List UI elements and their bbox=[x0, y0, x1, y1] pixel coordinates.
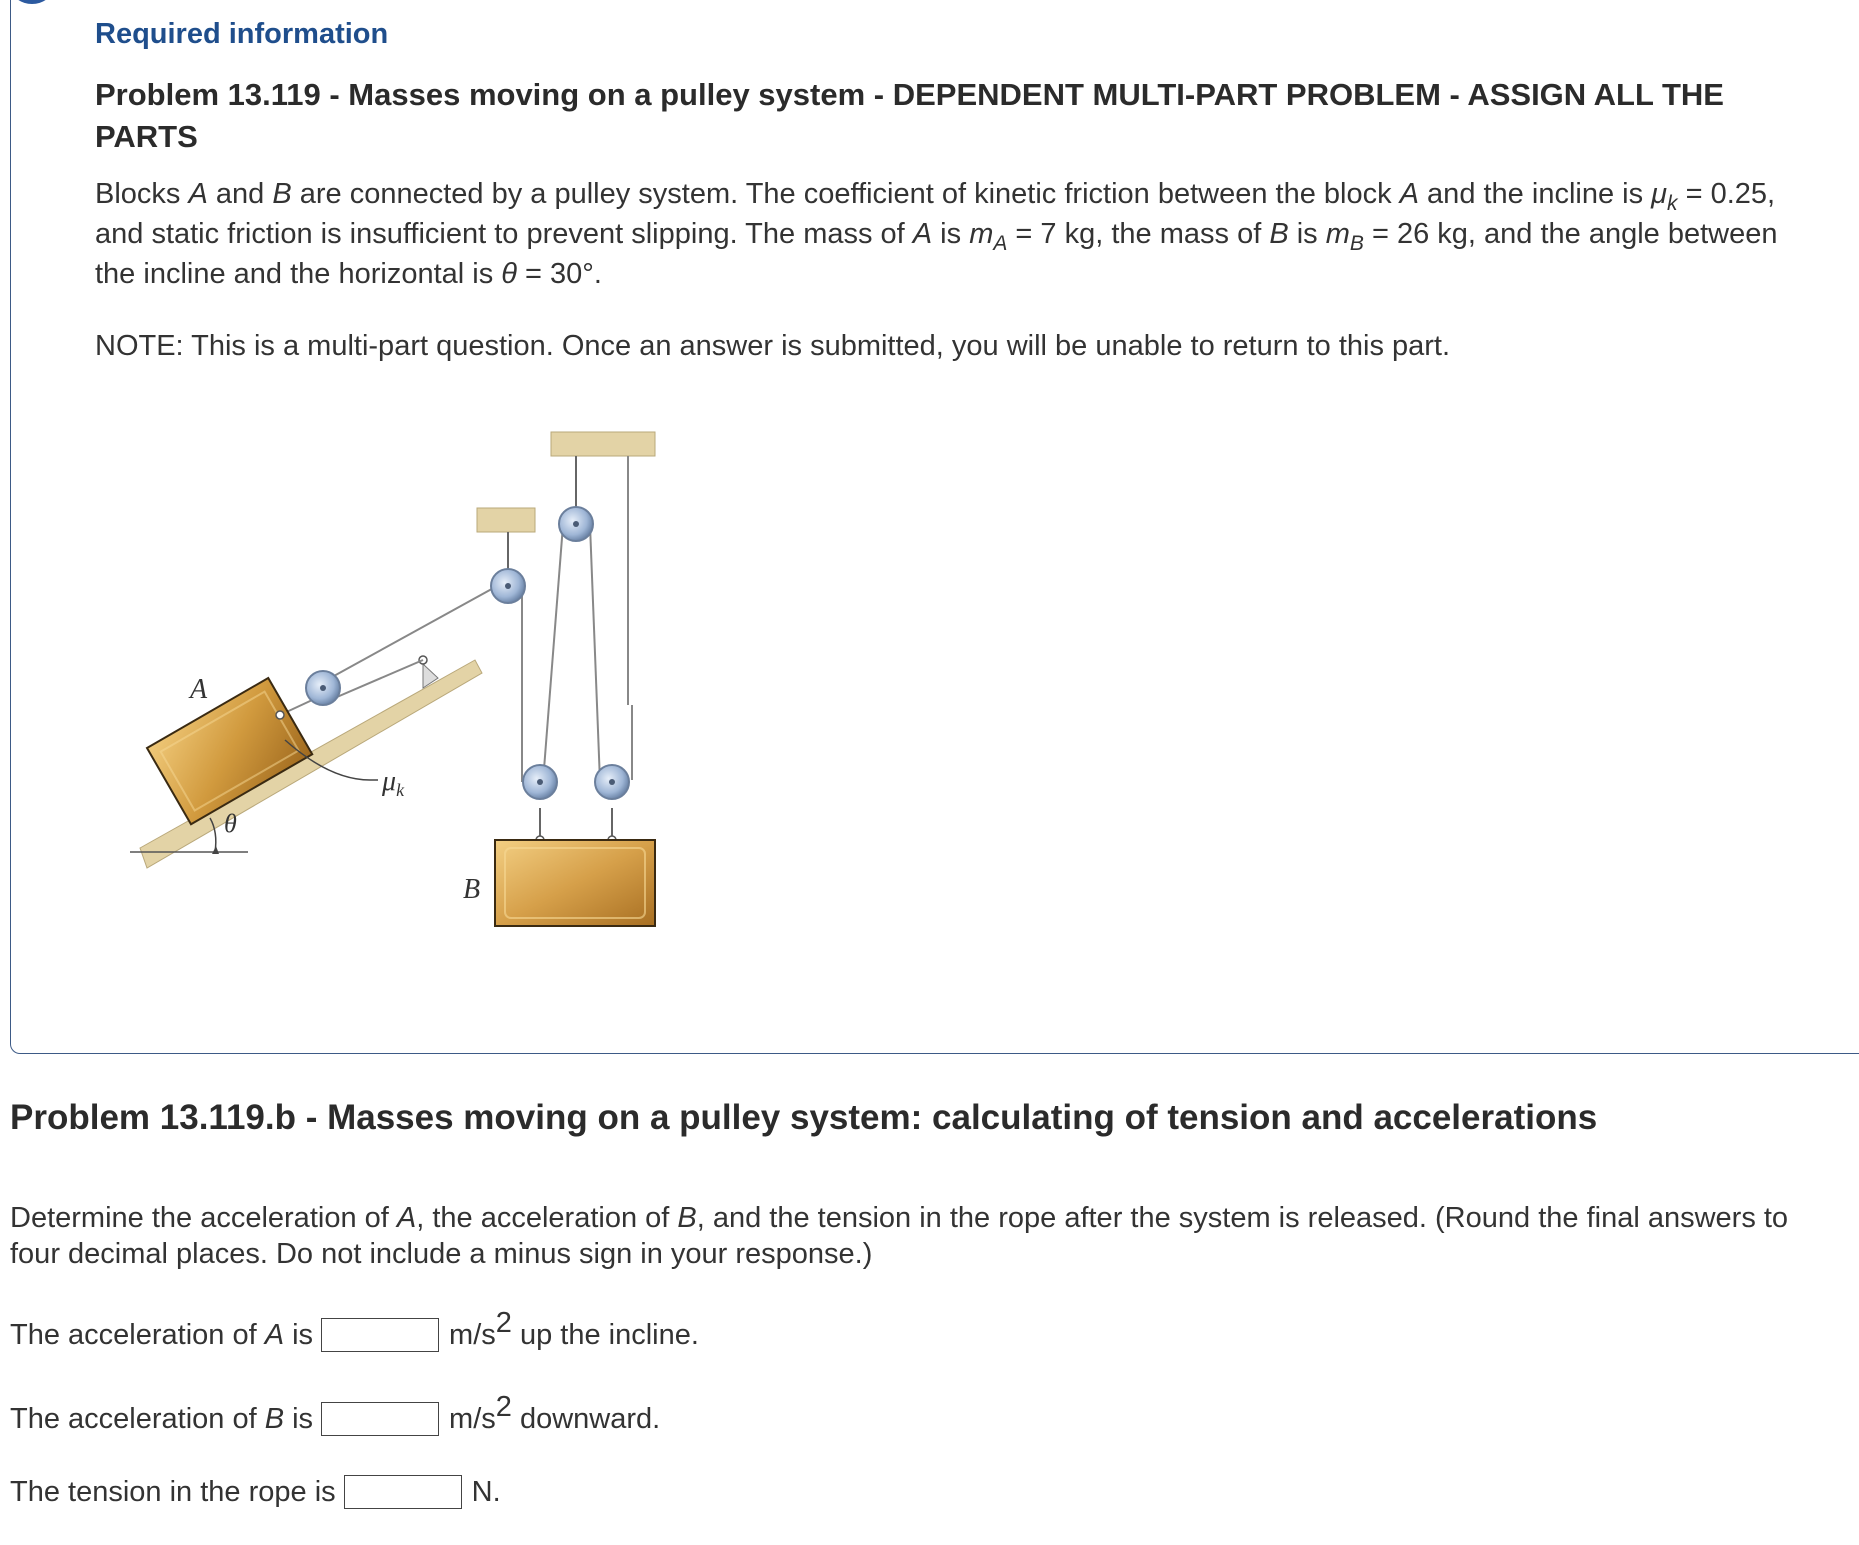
multi-part-note: NOTE: This is a multi-part question. Once an answer is submitted, you will be unable to return to this part. bbox=[95, 330, 1451, 362]
answer-label: The tension in the rope is bbox=[10, 1475, 336, 1508]
block-a bbox=[147, 678, 312, 824]
pulley-fixed-left bbox=[491, 569, 525, 603]
tension-input[interactable] bbox=[344, 1475, 462, 1509]
answer-row-acceleration-a bbox=[10, 1306, 699, 1352]
answer-label: The acceleration of B is bbox=[10, 1402, 314, 1435]
answer-row-tension bbox=[10, 1475, 501, 1509]
part-title: Problem 13.119.b - Masses moving on a pulley system: calculating of tension and accelerations bbox=[10, 1098, 1598, 1137]
question-text: Determine the acceleration of A, the acceleration of B, and the tension in the rope after the system is released. (Round the final answers to four decimal places. Do not include a minus sign in your response.) bbox=[10, 1202, 1789, 1270]
pulley-block-b-right bbox=[595, 765, 629, 799]
acceleration-a-input[interactable] bbox=[321, 1318, 439, 1352]
ceiling-support-left bbox=[477, 508, 535, 532]
pulley-fixed-right bbox=[559, 507, 593, 541]
answer-row-acceleration-b bbox=[10, 1390, 661, 1436]
pulley-on-block bbox=[306, 671, 340, 705]
label-theta: θ bbox=[224, 809, 237, 838]
label-a: A bbox=[190, 674, 208, 705]
answer-unit: $m/s^2$ downward. bbox=[449, 1390, 661, 1435]
answer-label: The acceleration of A is bbox=[10, 1318, 314, 1351]
acceleration-b-input[interactable] bbox=[321, 1402, 439, 1436]
label-b: B bbox=[463, 874, 481, 905]
block-b bbox=[495, 840, 655, 926]
answer-unit: $m/s^2$ up the incline. bbox=[449, 1306, 699, 1351]
pulley-block-b-left bbox=[523, 765, 557, 799]
required-information-title: Required information bbox=[95, 18, 389, 50]
ceiling-support-right bbox=[551, 432, 655, 456]
problem-title: Problem 13.119 - Masses moving on a pulley system - DEPENDENT MULTI-PART PROBLEM - ASSIGN ALL THE PARTS bbox=[95, 77, 1724, 154]
problem-description: Blocks A and B are connected by a pulley system. The coefficient of kinetic friction between the block A and the incline is $\mu_k = 0.25$, and static friction is insufficient to prevent slipping. The mass of A is $m_A = 7$ kg, the mass of B is $m_B = 26$ kg, and the angle between the incline and the horizontal is θ = 30°. bbox=[95, 178, 1778, 290]
pulley-system-figure bbox=[120, 420, 680, 940]
answer-unit: N. bbox=[471, 1475, 501, 1508]
label-mu: $\mu_k$ bbox=[382, 766, 405, 800]
